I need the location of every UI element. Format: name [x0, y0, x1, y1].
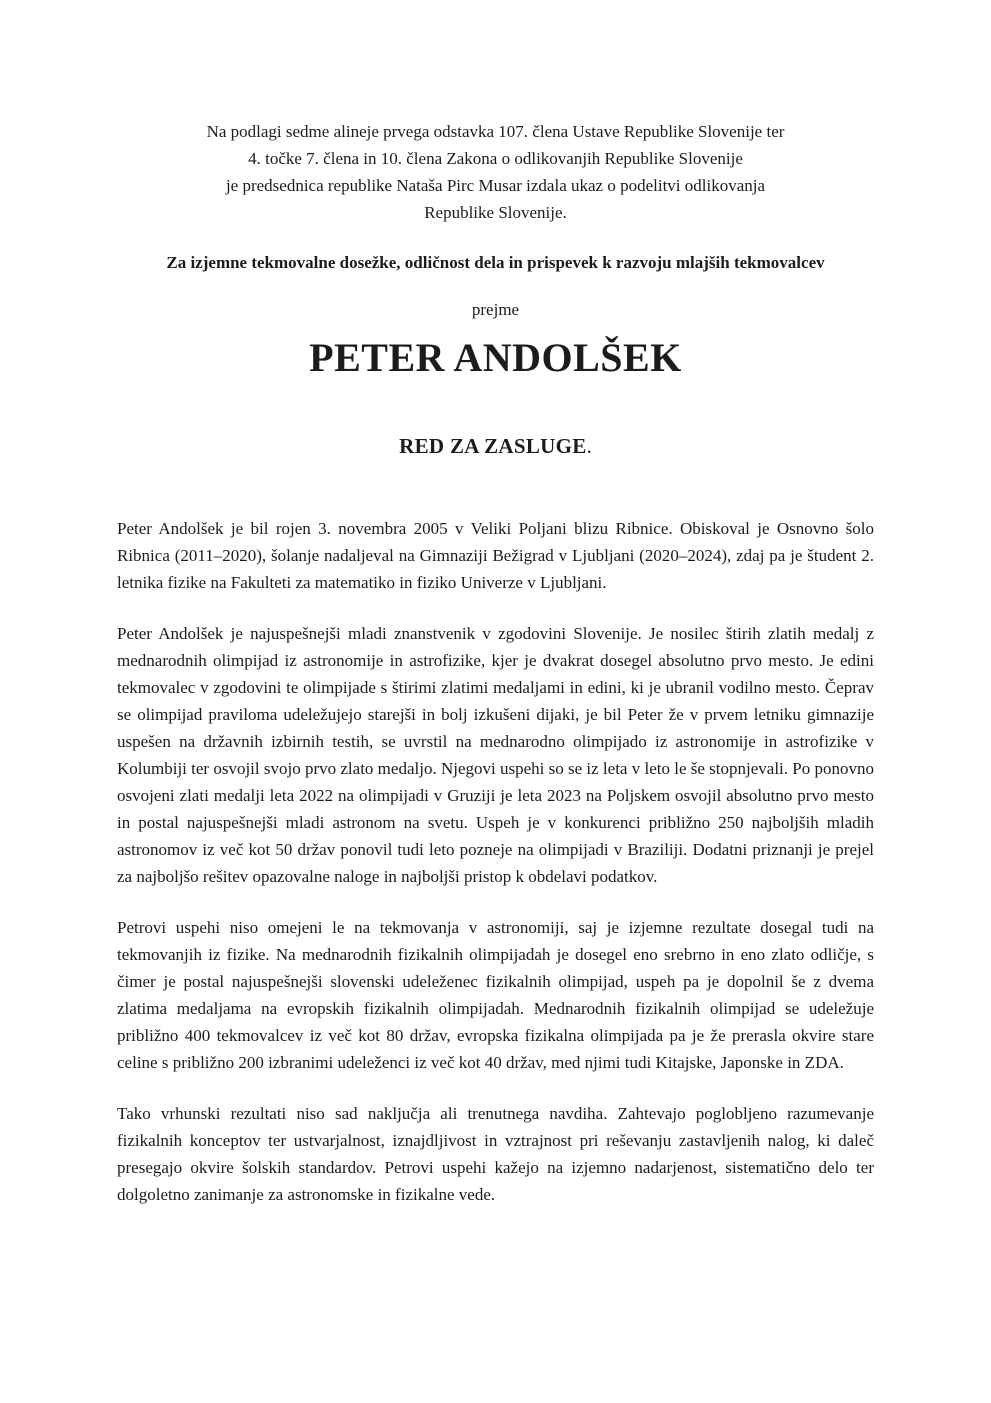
recipient-name: PETER ANDOLŠEK	[309, 335, 682, 380]
preamble-line-2: 4. točke 7. člena in 10. člena Zakona o odlikovanjih Republike Slovenije	[248, 149, 743, 168]
paragraph-astronomy-achievements: Peter Andolšek je najuspešnejši mladi znanstvenik v zgodovini Slovenije. Je nosilec štirih zlatih medalj z mednarodnih olimpijad iz astronomije in astrofizike, kjer je dvakrat dosegel absolutno prvo mesto. Je edini tekmovalec v zgodovini te olimpijade s štirimi zlatimi medaljami in edini, ki je ubranil vodilno mesto. Čeprav se olimpijad praviloma udeležujejo starejši in bolj izkušeni dijaki, je bil Peter že v prvem letniku gimnazije uspešen na državnih izbirnih testih, se uvrstil na mednarodno olimpijado iz astronomije in astrofizike v Kolumbiji ter osvojil svojo prvo zlato medaljo. Njegovi uspehi so se iz leta v leto le še stopnjevali. Po ponovno osvojeni zlati medalji leta 2022 na olimpijadi v Gruziji je leta 2023 na Poljskem osvojil absolutno prvo mesto in postal najuspešnejši mladi astronom na svetu. Uspeh je v konkurenci približno 250 najboljših mladih astronomov iz več kot 50 držav ponovil tudi leto pozneje na olimpijadi v Braziliji. Dodatni priznanji je prejel za najboljšo rešitev opazovalne naloge in najboljši pristop k obdelavi podatkov.	[117, 624, 874, 886]
preamble-line-1: Na podlagi sedme alineje prvega odstavka 107. člena Ustave Republike Slovenije ter	[206, 122, 785, 141]
award-title: RED ZA ZASLUGE	[399, 434, 587, 458]
biography	[117, 515, 874, 1208]
award-title-line	[117, 434, 874, 458]
preamble	[117, 118, 874, 226]
preamble-line-3: je predsednica republike Nataša Pirc Musar izdala ukaz o podelitvi odlikovanja	[225, 176, 766, 195]
award-citation: Za izjemne tekmovalne dosežke, odličnost dela in prispevek k razvoju mlajših tekmovalcev	[166, 253, 825, 272]
receives-label: prejme	[471, 300, 520, 319]
award-title-period: .	[586, 434, 592, 458]
preamble-line-4: Republike Slovenije.	[424, 203, 567, 222]
paragraph-birth-education: Peter Andolšek je bil rojen 3. novembra 2005 v Veliki Poljani blizu Ribnice. Obiskoval je Osnovno šolo Ribnica (2011–2020), šolanje nadaljeval na Gimnaziji Bežigrad v Ljubljani (2020–2024), zdaj pa je študent 2. letnika fizike na Fakulteti za matematiko in fiziko Univerze v Ljubljani.	[117, 519, 874, 592]
paragraph-conclusion: Tako vrhunski rezultati niso sad naključja ali trenutnega navdiha. Zahtevajo poglobljeno razumevanje fizikalnih konceptov ter ustvarjalnost, iznajdljivost in vztrajnost pri reševanju zastavljenih nalog, ki daleč presegajo okvire šolskih standardov. Petrovi uspehi kažejo na izjemno nadarjenost, sistematično delo ter dolgoletno zanimanje za astronomske in fizikalne vede.	[117, 1104, 874, 1204]
paragraph-physics-achievements: Petrovi uspehi niso omejeni le na tekmovanja v astronomiji, saj je izjemne rezultate dosegal tudi na tekmovanjih iz fizike. Na mednarodnih fizikalnih olimpijadah je dosegel eno srebrno in eno zlato odličje, s čimer je postal najuspešnejši slovenski udeleženec fizikalnih olimpijad, uspeh pa je dopolnil še z dvema zlatima medaljama na evropskih fizikalnih olimpijadah. Mednarodnih fizikalnih olimpijad se udeležuje približno 400 tekmovalcev iz več kot 80 držav, evropska fizikalna olimpijada pa je že prerasla okvire stare celine s približno 200 izbranimi udeleženci iz več kot 40 držav, med njimi tudi Kitajske, Japonske in ZDA.	[117, 918, 874, 1072]
